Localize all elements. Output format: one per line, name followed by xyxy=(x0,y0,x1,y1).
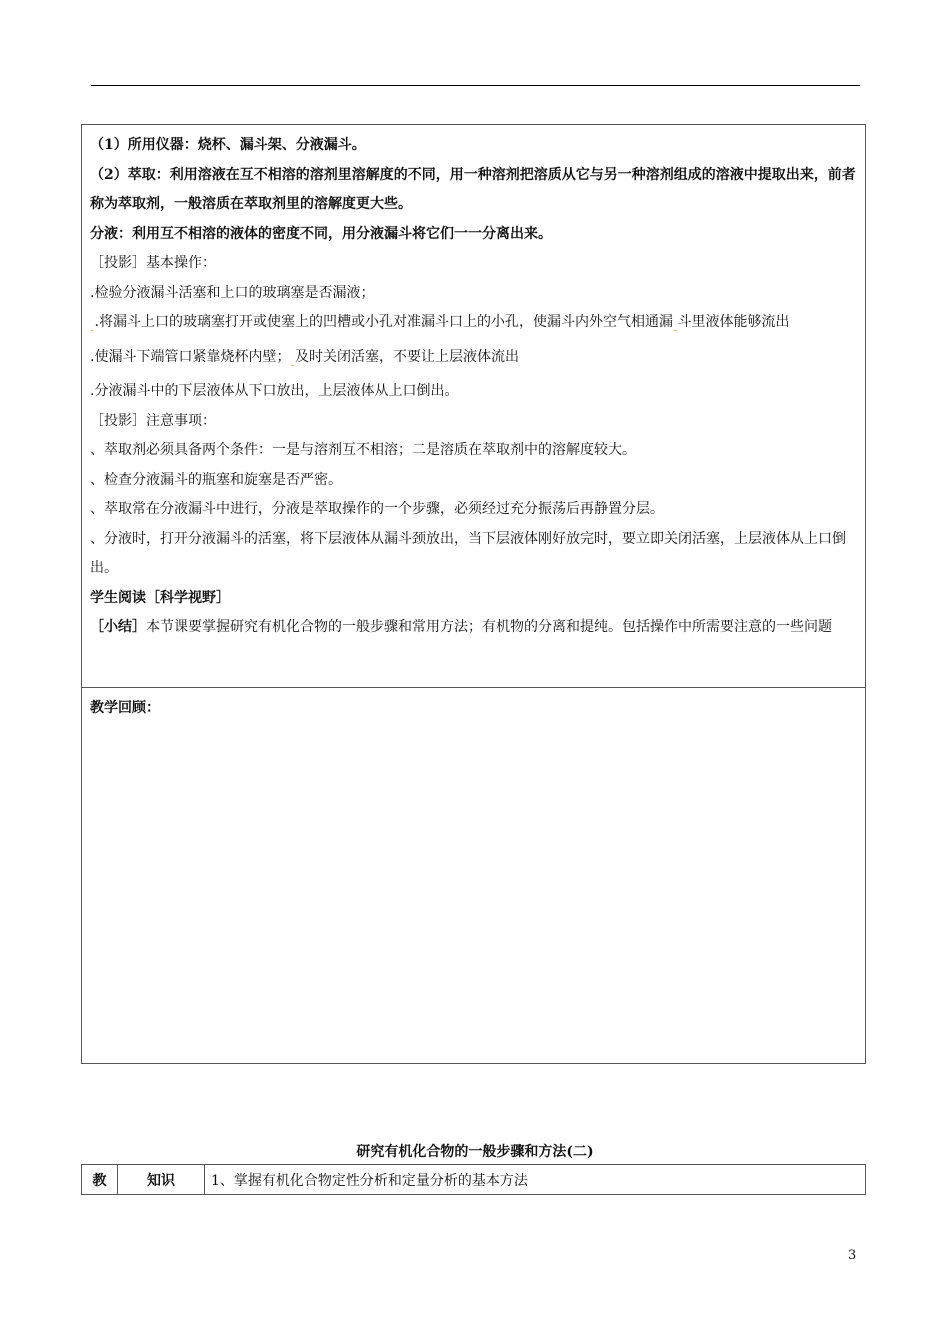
note-extraction-step: 、萃取常在分液漏斗中进行，分液是萃取操作的一个步骤，必须经过充分振荡后再静置分层。 xyxy=(90,501,664,517)
bottom-table-cell: 1、掌握有机化合物定性分析和定量分析的基本方法 xyxy=(211,1172,528,1189)
bottom-table-cell: 知识 xyxy=(118,1165,205,1194)
lesson-table xyxy=(81,124,866,1064)
separation-definition: 分液：利用互不相溶的液体的密度不同，用分液漏斗将它们一一分离出来。 xyxy=(90,225,552,242)
annotation-mark: ˍ xyxy=(290,356,295,367)
bottom-table xyxy=(81,1164,866,1195)
extraction-definition: （2）萃取：利用溶液在互不相溶的溶剂里溶解度的不同，用一种溶剂把溶质从它与另一种溶剂组成的溶液中提取出来，前者称为萃取剂，一般溶质在萃取剂里的溶解度更大些。 xyxy=(90,166,856,212)
annotation-mark: ˍ xyxy=(672,322,678,332)
note-solvent-conditions: 、萃取剂必须具备两个条件：一是与溶剂互不相溶；二是溶质在萃取剂中的溶解度较大。 xyxy=(90,442,636,458)
page-number: 3 xyxy=(848,1248,857,1263)
note-check-stopper: 、检查分液漏斗的瓶塞和旋塞是否严密。 xyxy=(90,471,342,488)
annotation-mark: ˍ xyxy=(90,322,95,332)
review-cell xyxy=(82,688,865,1064)
review-label: 教学回顾： xyxy=(90,700,160,716)
step-drain-layers: .分液漏斗中的下层液体从下口放出，上层液体从上口倒出。 xyxy=(90,383,459,399)
summary-label: ［小结］ xyxy=(90,619,146,635)
projection-notes: ［投影］注意事项： xyxy=(90,412,216,429)
content-cell xyxy=(82,125,865,688)
note-separation-procedure: 、分液时，打开分液漏斗的活塞，将下层液体从漏斗颈放出，当下层液体刚好放完时，要立即关闭活塞，上层液体从上口倒出。 xyxy=(90,530,846,576)
step-check-leak: .检验分液漏斗活塞和上口的玻璃塞是否漏液； xyxy=(90,284,375,301)
projection-basic-ops: ［投影］基本操作： xyxy=(90,255,216,271)
bottom-table-cell: 教 xyxy=(82,1165,118,1194)
student-reading: 学生阅读［科学视野］ xyxy=(90,589,230,606)
header-rule xyxy=(91,85,860,86)
step-funnel-tip: .使漏斗下端管口紧靠烧杯内壁；$_ˍ$及时关闭活塞，不要让上层液体流出 xyxy=(90,348,519,367)
step-open-stopper: $_ˍ$.将漏斗上口的玻璃塞打开或使塞上的凹槽或小孔对准漏斗口上的小孔，使漏斗内外空气相通漏$_ˍ$斗里液体能够流出 xyxy=(90,314,790,332)
lesson-title: 研究有机化合物的一般步骤和方法(二) xyxy=(356,1144,594,1160)
summary: ［小结］本节课要掌握研究有机化合物的一般步骤和常用方法；有机物的分离和提纯。包括操作中所需要注意的一些问题 xyxy=(90,619,832,635)
instruments-line: （1）所用仪器：烧杯、漏斗架、分液漏斗。 xyxy=(90,137,366,153)
